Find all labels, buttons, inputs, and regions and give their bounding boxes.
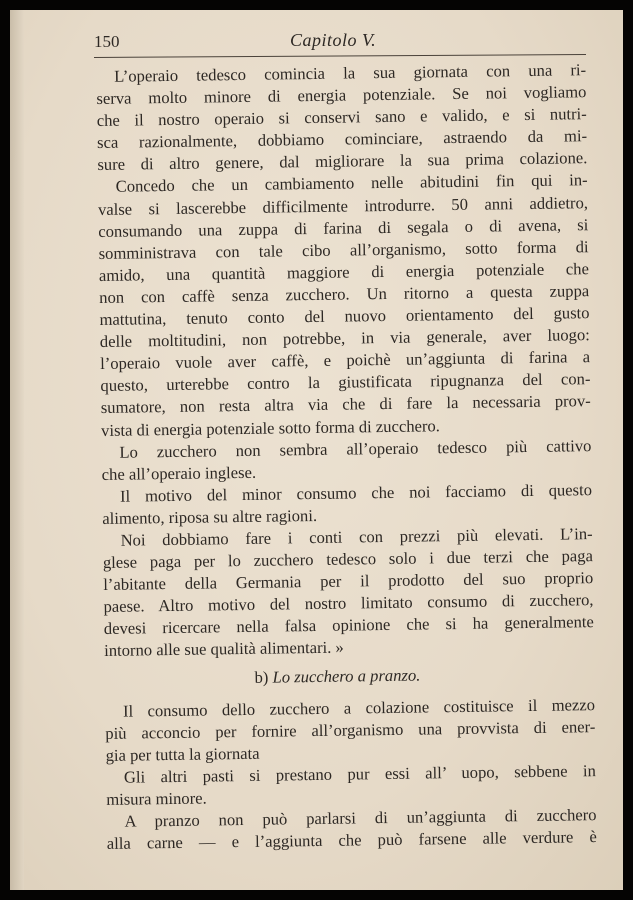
text-line: vista di energia potenziale sotto forma di zucchero.	[100, 415, 441, 440]
text-line: più acconcio per fornire all’organismo una provvista di ener-	[105, 716, 596, 743]
section-heading-title: Lo zucchero a pranzo.	[272, 665, 421, 687]
book-page	[10, 10, 623, 890]
text-line: che il nostro operaio si conservi sano e valido, e si nutri-	[96, 104, 587, 131]
running-title: Capitolo V.	[290, 30, 377, 50]
text-line: A pranzo non può parlarsi di un’aggiunta di zucchero	[124, 805, 597, 831]
text-line: l’abitante della Germania per il prodotto del suo proprio	[103, 568, 594, 595]
text-line: questo, urterebbe contro la giustificata ripugnanza del con-	[100, 369, 591, 396]
text-line: serva molto minore di energia potenziale. Se noi vogliamo	[96, 82, 587, 109]
text-line: intorno alle sue qualità alimentari. »	[104, 638, 344, 661]
text-line: glese paga per lo zucchero tedesco solo i due terzi che paga	[102, 546, 594, 573]
text-line: non con caffè senza zucchero. Un ritorno a questa zuppa	[99, 281, 590, 307]
text-line: sumatore, non resta altra via che di fare la necessaria prov-	[100, 391, 591, 418]
text-line: l’operaio vuole aver caffè, e poichè un’aggiunta di farina a	[100, 347, 591, 374]
text-line: Concedo che un cambiamento nelle abitudini fin qui in-	[115, 170, 588, 197]
text-line: delle moltitudini, non potrebbe, in via generale, aver luogo:	[99, 325, 590, 352]
text-line: valse si lascerebbe difficilmente introdurre. 50 anni addietro,	[97, 192, 589, 219]
text-line: mattutina, tenuto conto del nuovo orientamento del gusto	[99, 303, 590, 330]
text-line: Lo zucchero non sembra all’operaio tedesco più cattivo	[119, 435, 592, 462]
text-line: paese. Altro motivo del nostro limitato consumo di zucchero,	[103, 590, 594, 617]
text-line: Il consumo dello zucchero a colazione costituisce il mezzo	[122, 694, 596, 721]
text-line: Gli altri pasti si prestano pur essi all’ uopo, sebbene in	[123, 760, 597, 787]
text-line: sure di altro genere, dal migliorare la sua prima colazione.	[97, 148, 588, 175]
text-line: che all’operaio inglese.	[101, 462, 257, 484]
page-number: 150	[94, 32, 120, 51]
section-heading-marker: b)	[254, 667, 269, 687]
page-header	[94, 30, 586, 56]
text-line: consumando una zuppa di farina di segala o di avena, si	[98, 214, 589, 241]
text-line: Il motivo del minor consumo che noi facciamo di questo	[119, 479, 593, 506]
text-line: amido, una quantità maggiore di energia potenziale che	[98, 258, 590, 285]
body-text	[96, 59, 597, 855]
text-line: alla carne — e l’aggiunta che può farsene alle verdure è	[106, 827, 597, 854]
text-line: alimento, riposa su altre ragioni.	[102, 505, 318, 528]
text-line: misura minore.	[106, 788, 207, 809]
page-gutter-shadow	[10, 10, 24, 890]
text-line: devesi ricercare nella falsa opinione che si ha generalmente	[103, 612, 594, 639]
text-line: Noi dobbiamo fare i conti con prezzi più elevati. L’in-	[120, 524, 593, 550]
text-line: L’operaio tedesco comincia la sua giornata con una ri-	[114, 60, 587, 86]
text-line: gia per tutta la giornata	[105, 743, 260, 765]
text-line: somministrava con tale cibo all’organismo, sotto forma di	[98, 236, 589, 263]
text-line: sca razionalmente, dobbiamo cominciare, astraendo da mi-	[96, 126, 588, 153]
